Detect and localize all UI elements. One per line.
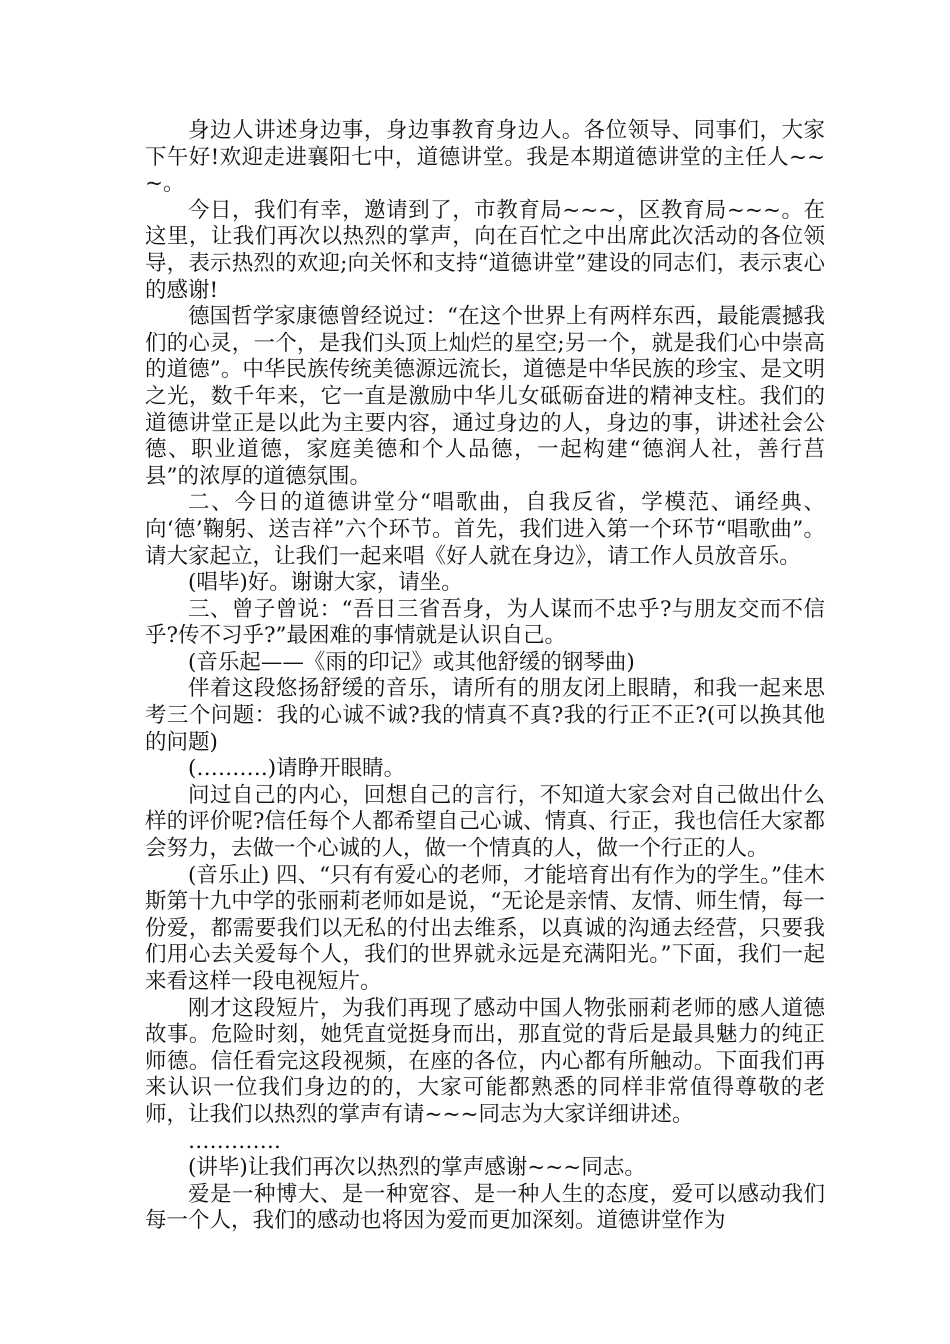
paragraph-love: 爱是一种博大、是一种宽容、是一种人生的态度，爱可以感动我们每一个人，我们的感动也将因为爱而更加深刻。道德讲堂作为 xyxy=(145,1181,825,1234)
paragraph-opening: 身边人讲述身边事，身边事教育身边人。各位领导、同事们，大家下午好!欢迎走进襄阳七中，道德讲堂。我是本期道德讲堂的主任人~~~。 xyxy=(145,118,825,197)
paragraph-after-singing: (唱毕)好。谢谢大家，请坐。 xyxy=(188,570,463,596)
paragraph-short-film: 刚才这段短片，为我们再现了感动中国人物张丽莉老师的感人道德故事。危险时刻，她凭直觉挺身而出，那直觉的背后是最具魅力的纯正师德。信任看完这段视频，在座的各位，内心都有所触动。下面我们再来认识一位我们身边的的，大家可能都熟悉的同样非常值得尊敬的老师，让我们以热烈的掌声有请~~~同志为大家详细讲述。 xyxy=(145,995,825,1127)
paragraph-ellipsis: …………. xyxy=(188,1128,281,1154)
document-body xyxy=(145,118,825,1235)
paragraph-welcome-guests: 今日，我们有幸，邀请到了，市教育局~~~，区教育局~~~。在这里，让我们再次以热烈的掌声，向在百忙之中出席此次活动的各位领导，表示热烈的欢迎;向关怀和支持“道德讲堂”建设的同志们，表示衷心的感谢! xyxy=(145,197,825,303)
paragraph-open-eyes: (……….)请睁开眼睛。 xyxy=(188,756,406,782)
paragraph-self-evaluation: 问过自己的内心，回想自己的言行，不知道大家会对自己做出什么样的评价呢?信任每个人都希望自己心诚、情真、行正，我也信任大家都会努力，去做一个心诚的人，做一个情真的人，做一个行正的人。 xyxy=(145,782,825,862)
paragraph-after-speech: (讲毕)让我们再次以热烈的掌声感谢~~~同志。 xyxy=(188,1155,646,1181)
paragraph-kant-quote: 德国哲学家康德曾经说过：“在这个世界上有两样东西，最能震撼我们的心灵，一个，是我们头顶上灿烂的星空;另一个，就是我们心中崇高的道德”。中华民族传统美德源远流长，道德是中华民族的珍宝、是文明之光，数千年来，它一直是激励中华儿女砥砺奋进的精神支柱。我们的道德讲堂正是以此为主要内容，通过身边的人，身边的事，讲述社会公德、职业道德，家庭美德和个人品德，一起构建“德润人社，善行莒县”的浓厚的道德氛围。 xyxy=(145,304,825,489)
paragraph-music-start: (音乐起——《雨的印记》或其他舒缓的钢琴曲) xyxy=(188,649,635,675)
paragraph-reflection: 伴着这段悠扬舒缓的音乐，请所有的朋友闭上眼睛，和我一起来思考三个问题：我的心诚不诚?我的情真不真?我的行正不正?(可以换其他的问题) xyxy=(145,676,825,755)
paragraph-section-four: (音乐止) 四、“只有有爱心的老师，才能培育出有作为的学生。”佳木斯第十九中学的张丽莉老师如是说，“无论是亲情、友情、师生情，每一份爱，都需要我们以无私的付出去维系，以真诚的沟通去经营，只要我们用心去关爱每个人，我们的世界就永远是充满阳光。”下面，我们一起来看这样一段电视短片。 xyxy=(145,862,825,994)
paragraph-section-two: 二、今日的道德讲堂分“唱歌曲，自我反省，学模范、诵经典、向‘德’鞠躬、送吉祥”六个环节。首先，我们进入第一个环节“唱歌曲”。请大家起立，让我们一起来唱《好人就在身边》，请工作人员放音乐。 xyxy=(145,490,825,569)
paragraph-section-three: 三、曾子曾说：“吾日三省吾身，为人谋而不忠乎?与朋友交而不信乎?传不习乎?”最困难的事情就是认识自己。 xyxy=(145,596,825,649)
